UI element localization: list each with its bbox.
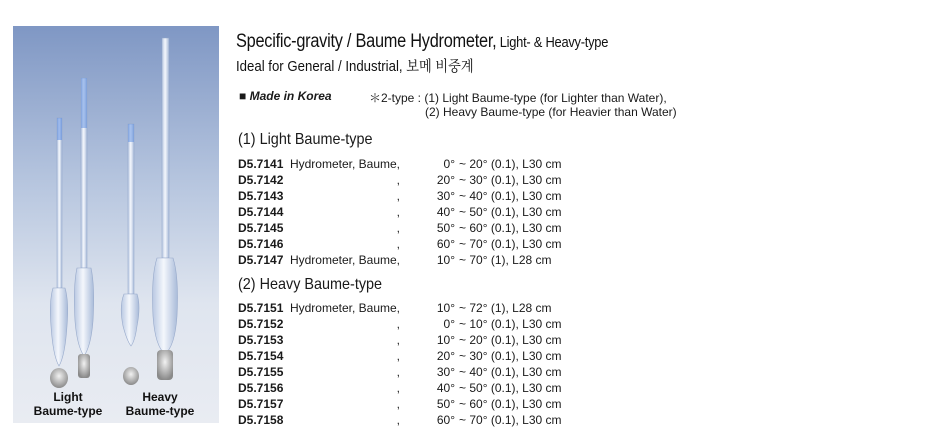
range-spec: ~ 50° (0.1), L30 cm	[459, 381, 562, 395]
range-from: 0°	[443, 317, 455, 331]
product-code: D5.7147	[238, 253, 284, 267]
product-desc: ,	[396, 365, 400, 379]
type-note-line2: (2) Heavy Baume-type (for Heavier than Water)	[425, 105, 677, 119]
range-from: 50°	[436, 397, 455, 411]
product-code: D5.7144	[238, 205, 284, 219]
range-from: 40°	[436, 381, 455, 395]
product-code: D5.7142	[238, 173, 284, 187]
range-spec: ~ 40° (0.1), L30 cm	[459, 365, 562, 379]
made-in-label: ■ Made in Korea	[239, 89, 332, 103]
range-spec: ~ 10° (0.1), L30 cm	[459, 317, 562, 331]
product-desc: ,	[396, 173, 400, 187]
range-spec: ~ 20° (0.1), L30 cm	[459, 157, 562, 171]
product-desc: ,	[396, 381, 400, 395]
product-desc: ,	[396, 237, 400, 251]
product-row	[238, 204, 578, 220]
product-code: D5.7143	[238, 189, 284, 203]
range-spec: ~ 60° (0.1), L30 cm	[459, 397, 562, 411]
range-from: 60°	[436, 237, 455, 251]
heavy-label-line2: Baume-type	[125, 404, 195, 418]
product-code: D5.7146	[238, 237, 284, 251]
product-code: D5.7154	[238, 349, 284, 363]
product-row	[238, 172, 578, 188]
product-desc: ,	[396, 221, 400, 235]
range-from: 10°	[436, 253, 455, 267]
range-spec: ~ 60° (0.1), L30 cm	[459, 221, 562, 235]
range-spec: ~ 72° (1), L28 cm	[459, 301, 552, 315]
product-desc: Hydrometer, Baume,	[289, 157, 400, 171]
title-main: Specific-gravity / Baume Hydrometer,	[236, 31, 497, 52]
range-from: 50°	[436, 221, 455, 235]
product-code: D5.7145	[238, 221, 284, 235]
product-code: D5.7157	[238, 397, 284, 411]
product-code: D5.7155	[238, 365, 284, 379]
product-desc: Hydrometer, Baume,	[289, 253, 400, 267]
hydrometers-illustration	[13, 26, 219, 423]
product-code: D5.7153	[238, 333, 284, 347]
hydrometer-heavy-1	[121, 124, 139, 385]
hydrometer-heavy-2	[153, 38, 178, 380]
section-title-heavy: (2) Heavy Baume-type	[238, 276, 383, 293]
product-list-light	[238, 156, 578, 268]
range-spec: ~ 70° (1), L28 cm	[459, 253, 552, 267]
range-from: 30°	[436, 365, 455, 379]
product-desc: ,	[396, 349, 400, 363]
product-desc: Hydrometer, Baume,	[289, 301, 400, 315]
range-spec: ~ 20° (0.1), L30 cm	[459, 333, 562, 347]
product-row	[238, 316, 578, 332]
product-desc: ,	[396, 333, 400, 347]
range-spec: ~ 40° (0.1), L30 cm	[459, 189, 562, 203]
range-from: 10°	[436, 333, 455, 347]
product-row	[238, 188, 578, 204]
product-row	[238, 332, 578, 348]
product-row	[238, 156, 578, 172]
range-spec: ~ 50° (0.1), L30 cm	[459, 205, 562, 219]
range-from: 20°	[436, 349, 455, 363]
heavy-type-label	[114, 390, 206, 418]
product-code: D5.7158	[238, 413, 284, 427]
range-from: 40°	[436, 205, 455, 219]
product-desc: ,	[396, 317, 400, 331]
product-row	[238, 412, 578, 428]
title-small: Light- & Heavy-type	[496, 34, 609, 51]
product-photo	[13, 26, 219, 423]
product-desc: ,	[396, 397, 400, 411]
product-row	[238, 380, 578, 396]
product-code: D5.7152	[238, 317, 284, 331]
product-row	[238, 252, 578, 268]
range-from: 60°	[436, 413, 455, 427]
product-code: D5.7156	[238, 381, 284, 395]
range-spec: ~ 70° (0.1), L30 cm	[459, 237, 562, 251]
light-type-label	[27, 390, 109, 418]
product-row	[238, 364, 578, 380]
product-code: D5.7151	[238, 301, 284, 315]
product-row	[238, 396, 578, 412]
range-spec: ~ 70° (0.1), L30 cm	[459, 413, 562, 427]
product-list-heavy	[238, 300, 578, 428]
heavy-label-line1: Heavy	[142, 390, 178, 404]
page-subtitle: Ideal for General / Industrial, 보메 비중계	[236, 58, 474, 75]
type-note-line1: ＊2-type : (1) Light Baume-type (for Lighter than Water),	[369, 91, 667, 105]
product-desc: ,	[396, 189, 400, 203]
product-row	[238, 236, 578, 252]
range-from: 20°	[436, 173, 455, 187]
product-row	[238, 348, 578, 364]
page-title	[236, 31, 608, 53]
range-from: 30°	[436, 189, 455, 203]
light-label-line1: Light	[53, 390, 83, 404]
hydrometer-light-2	[74, 78, 93, 378]
product-row	[238, 300, 578, 316]
range-spec: ~ 30° (0.1), L30 cm	[459, 349, 562, 363]
product-code: D5.7141	[238, 157, 284, 171]
hydrometer-light-1	[50, 118, 68, 388]
range-spec: ~ 30° (0.1), L30 cm	[459, 173, 562, 187]
product-desc: ,	[396, 413, 400, 427]
range-from: 10°	[436, 301, 455, 315]
product-row	[238, 220, 578, 236]
light-label-line2: Baume-type	[33, 404, 103, 418]
product-desc: ,	[396, 205, 400, 219]
section-title-light: (1) Light Baume-type	[238, 131, 373, 148]
range-from: 0°	[443, 157, 455, 171]
